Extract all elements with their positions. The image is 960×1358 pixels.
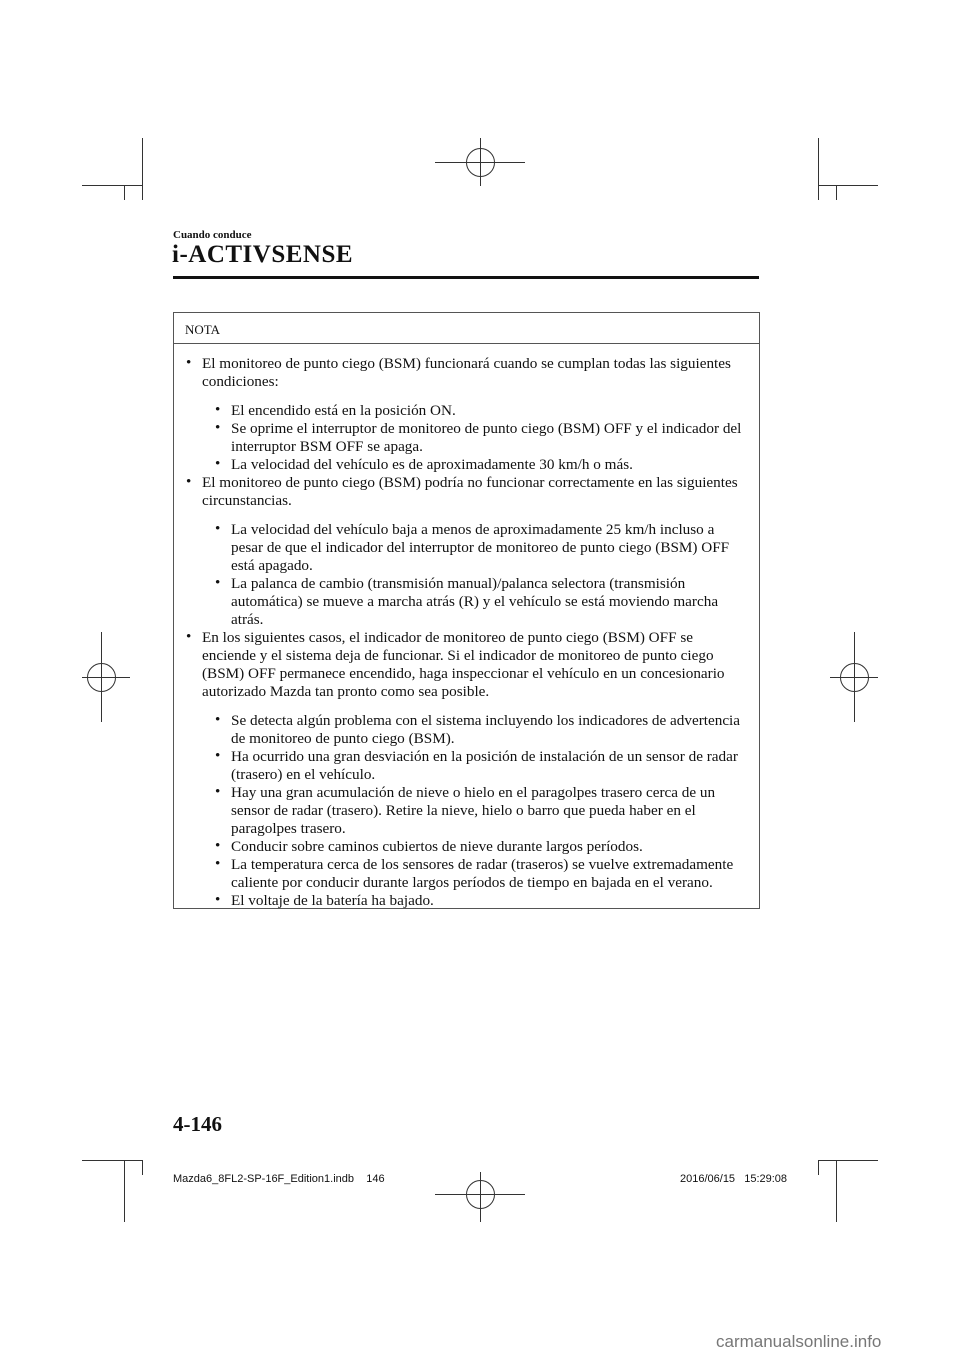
bullet-icon: •	[215, 401, 221, 418]
bullet-icon: •	[186, 354, 192, 371]
bullet-icon: •	[215, 711, 221, 728]
note-item	[184, 629, 747, 910]
bullet-icon: •	[215, 837, 221, 854]
bullet-icon: •	[215, 520, 221, 537]
bullet-icon: •	[215, 419, 221, 436]
note-subitem-text: El encendido está en la posición ON.	[231, 402, 456, 419]
note-subitem-text: La velocidad del vehículo baja a menos de aproximadamente 25 km/h incluso a pesar de que el indicador del interruptor de monitoreo de punto ciego (BSM) OFF está apagado.	[231, 521, 730, 574]
note-subitem-text: Hay una gran acumulación de nieve o hielo en el paragolpes trasero cerca de un sensor de radar (trasero). Retire la nieve, hielo o barro que pueda haber en el paragolpes trasero.	[231, 784, 716, 837]
note-label: NOTA	[174, 313, 759, 344]
note-subitem-text: Ha ocurrido una gran desviación en la posición de instalación de un sensor de radar (trasero) en el vehículo.	[231, 748, 738, 783]
note-item	[184, 474, 747, 629]
note-sublist	[202, 521, 747, 629]
note-subitem-text: Se oprime el interruptor de monitoreo de punto ciego (BSM) OFF y el indicador del interruptor BSM OFF se apaga.	[231, 420, 742, 455]
note-sublist	[202, 402, 747, 474]
bullet-icon: •	[215, 455, 221, 472]
bullet-icon: •	[186, 473, 192, 490]
footer-file: Mazda6_8FL2-SP-16F_Edition1.indb 146	[173, 1173, 385, 1185]
note-item-text: El monitoreo de punto ciego (BSM) podría no funcionar correctamente en las siguientes circunstancias.	[202, 474, 738, 509]
watermark: carmanualsonline.info	[716, 1332, 882, 1351]
note-item-text: El monitoreo de punto ciego (BSM) funcionará cuando se cumplan todas las siguientes condiciones:	[202, 355, 731, 390]
note-subitem	[213, 838, 747, 856]
note-subitem	[213, 784, 747, 838]
note-subitem-text: Se detecta algún problema con el sistema incluyendo los indicadores de advertencia de monitoreo de punto ciego (BSM).	[231, 712, 741, 747]
note-subitem	[213, 521, 747, 575]
note-box	[173, 312, 760, 909]
bullet-icon: •	[215, 783, 221, 800]
note-list	[184, 355, 747, 910]
note-subitem	[213, 456, 747, 474]
note-subitem	[213, 575, 747, 629]
section-label: Cuando conduce	[173, 229, 252, 241]
bullet-icon: •	[215, 574, 221, 591]
note-item-text: En los siguientes casos, el indicador de monitoreo de punto ciego (BSM) OFF se enciende y el sistema deja de funcionar. Si el indicador de monitoreo de punto ciego (BSM) OFF permanece encendido, haga inspeccionar el vehículo en un concesionario autorizado Mazda tan pronto como sea posible.	[202, 629, 725, 700]
note-subitem-text: La temperatura cerca de los sensores de radar (traseros) se vuelve extremadamente caliente por conducir durante largos períodos de tiempo en bajada en el verano.	[231, 856, 734, 891]
note-subitem	[213, 856, 747, 892]
note-subitem-text: El voltaje de la batería ha bajado.	[231, 892, 434, 909]
note-subitem	[213, 748, 747, 784]
note-subitem-text: Conducir sobre caminos cubiertos de nieve durante largos períodos.	[231, 838, 643, 855]
bullet-icon: •	[215, 855, 221, 872]
page-title: i-ACTIVSENSE	[172, 241, 354, 268]
note-item	[184, 355, 747, 474]
note-subitem	[213, 712, 747, 748]
note-subitem	[213, 402, 747, 420]
note-subitem	[213, 892, 747, 910]
note-body	[174, 344, 759, 910]
bullet-icon: •	[215, 891, 221, 908]
title-rule	[173, 276, 759, 279]
bullet-icon: •	[215, 747, 221, 764]
note-subitem	[213, 420, 747, 456]
page-number: 4-146	[173, 1112, 222, 1136]
bullet-icon: •	[186, 628, 192, 645]
note-sublist	[202, 712, 747, 910]
footer-timestamp: 2016/06/15 15:29:08	[680, 1173, 788, 1185]
note-subitem-text: La velocidad del vehículo es de aproximadamente 30 km/h o más.	[231, 456, 633, 473]
note-subitem-text: La palanca de cambio (transmisión manual)/palanca selectora (transmisión automática) se mueve a marcha atrás (R) y el vehículo se está moviendo marcha atrás.	[231, 575, 719, 628]
